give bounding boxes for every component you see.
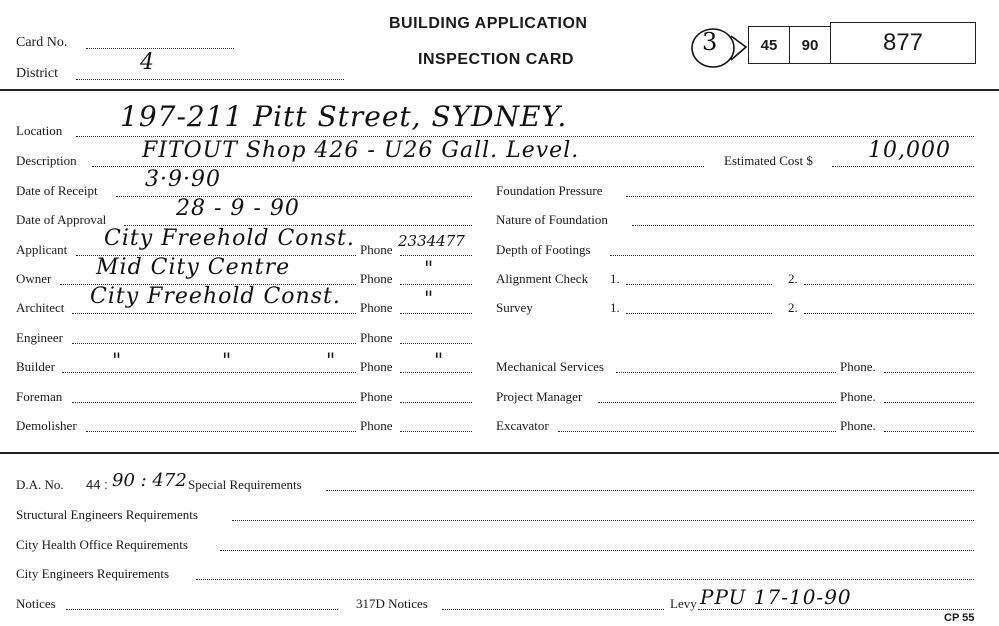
excavator-phone-label: Phone. (840, 418, 876, 433)
project-manager-phone-label: Phone. (840, 389, 876, 404)
city-engineers-label: City Engineers Requirements (16, 566, 170, 581)
foreman-phone-line[interactable] (400, 402, 472, 403)
builder-line[interactable] (62, 372, 356, 373)
architect-value: City Freehold Const. (90, 284, 341, 309)
date-receipt-value: 3·9·90 (145, 167, 221, 192)
builder-ditto-3: " (326, 348, 337, 372)
card-no-label: Card No. (16, 35, 68, 50)
demolisher-phone-label: Phone (360, 418, 393, 433)
date-receipt-label: Date of Receipt (16, 183, 98, 198)
builder-ditto-1: " (112, 348, 123, 372)
architect-phone-label: Phone (360, 300, 393, 315)
applicant-value: City Freehold Const. (104, 226, 355, 251)
builder-phone-line[interactable] (400, 372, 472, 373)
structural-label: Structural Engineers Requirements (16, 507, 198, 522)
foreman-phone-label: Phone (360, 389, 393, 404)
location-value: 197-211 Pitt Street, SYDNEY. (120, 100, 568, 133)
demolisher-line[interactable] (86, 431, 356, 432)
architect-line[interactable] (72, 313, 356, 314)
architect-phone-value: " (424, 286, 435, 310)
estimated-cost-value: 10,000 (868, 138, 951, 163)
builder-label: Builder (16, 359, 55, 374)
foundation-pressure-line[interactable] (626, 196, 974, 197)
date-approval-value: 28 - 9 - 90 (176, 196, 300, 221)
description-label: Description (16, 153, 77, 168)
form-title-line1: BUILDING APPLICATION (389, 15, 588, 32)
location-line[interactable] (76, 136, 974, 137)
levy-line[interactable] (698, 609, 974, 610)
description-value: FITOUT Shop 426 - U26 Gall. Level. (142, 138, 580, 163)
mechanical-services-line[interactable] (616, 372, 836, 373)
levy-value: PPU 17-10-90 (700, 585, 852, 609)
da-no-printed: 44 : (86, 477, 108, 492)
project-manager-line[interactable] (598, 402, 836, 403)
builder-phone-label: Phone (360, 359, 393, 374)
engineer-line[interactable] (72, 343, 356, 344)
excavator-label: Excavator (496, 418, 549, 433)
alignment-check-num-2: 2. (788, 271, 798, 286)
levy-label: Levy (670, 596, 697, 611)
engineer-phone-line[interactable] (400, 343, 472, 344)
demolisher-phone-line[interactable] (400, 431, 472, 432)
project-manager-phone-line[interactable] (884, 402, 974, 403)
demolisher-label: Demolisher (16, 418, 77, 433)
engineer-label: Engineer (16, 330, 63, 345)
da-no-value: 90 : 472 (112, 470, 187, 491)
notices-317d-line[interactable] (442, 609, 664, 610)
owner-value: Mid City Centre (96, 255, 291, 280)
estimated-cost-label: Estimated Cost $ (724, 153, 813, 168)
nature-foundation-line[interactable] (632, 225, 974, 226)
foundation-pressure-label: Foundation Pressure (496, 183, 603, 198)
foreman-line[interactable] (72, 402, 356, 403)
applicant-phone-label: Phone (360, 242, 393, 257)
applicant-phone-line[interactable] (400, 255, 472, 256)
survey-num-1: 1. (610, 300, 620, 315)
excavator-line[interactable] (558, 431, 836, 432)
card-no-line[interactable] (86, 48, 234, 49)
mechanical-services-label: Mechanical Services (496, 359, 604, 374)
district-label: District (16, 66, 58, 81)
survey-line-1[interactable] (626, 313, 772, 314)
architect-phone-line[interactable] (400, 313, 472, 314)
nature-foundation-label: Nature of Foundation (496, 212, 608, 227)
special-requirements-line[interactable] (326, 490, 974, 491)
mechanical-phone-label: Phone. (840, 359, 876, 374)
circled-number: 3 (702, 28, 719, 56)
notices-317d-label: 317D Notices (356, 596, 428, 611)
city-engineers-line[interactable] (196, 579, 974, 580)
survey-num-2: 2. (788, 300, 798, 315)
engineer-phone-label: Phone (360, 330, 393, 345)
owner-label: Owner (16, 271, 52, 286)
district-value: 4 (140, 50, 155, 75)
circled-number-mark (688, 20, 750, 76)
location-label: Location (16, 123, 63, 138)
builder-ditto-2: " (222, 348, 233, 372)
notices-label: Notices (16, 596, 56, 611)
health-line[interactable] (220, 550, 974, 551)
owner-phone-label: Phone (360, 271, 393, 286)
foreman-label: Foreman (16, 389, 63, 404)
alignment-check-num-1: 1. (610, 271, 620, 286)
card-box-1: 45 (748, 26, 790, 64)
excavator-phone-line[interactable] (884, 431, 974, 432)
project-manager-label: Project Manager (496, 389, 583, 404)
card-box-3: 877 (830, 22, 976, 64)
architect-label: Architect (16, 300, 65, 315)
card-box-2: 90 (789, 26, 831, 64)
da-no-label: D.A. No. (16, 477, 64, 492)
builder-phone-value: " (434, 348, 445, 372)
applicant-label: Applicant (16, 242, 68, 257)
form-title-line2: INSPECTION CARD (418, 51, 574, 68)
alignment-check-label: Alignment Check (496, 271, 589, 286)
estimated-cost-line[interactable] (832, 166, 974, 167)
health-label: City Health Office Requirements (16, 537, 188, 552)
owner-phone-line[interactable] (400, 284, 472, 285)
mechanical-phone-line[interactable] (884, 372, 974, 373)
survey-line-2[interactable] (804, 313, 974, 314)
district-line[interactable] (76, 79, 344, 80)
applicant-phone-value: 2334477 (398, 232, 465, 250)
middle-rule (0, 452, 999, 454)
alignment-check-line-2[interactable] (804, 284, 974, 285)
notices-line[interactable] (66, 609, 338, 610)
depth-footings-line[interactable] (610, 255, 974, 256)
structural-line[interactable] (232, 520, 974, 521)
header-rule (0, 89, 999, 91)
alignment-check-line-1[interactable] (626, 284, 772, 285)
depth-footings-label: Depth of Footings (496, 242, 591, 257)
date-approval-label: Date of Approval (16, 212, 107, 227)
owner-phone-value: " (424, 256, 435, 280)
form-code: CP 55 (944, 612, 975, 624)
survey-label: Survey (496, 300, 533, 315)
special-requirements-label: Special Requirements (188, 477, 302, 492)
